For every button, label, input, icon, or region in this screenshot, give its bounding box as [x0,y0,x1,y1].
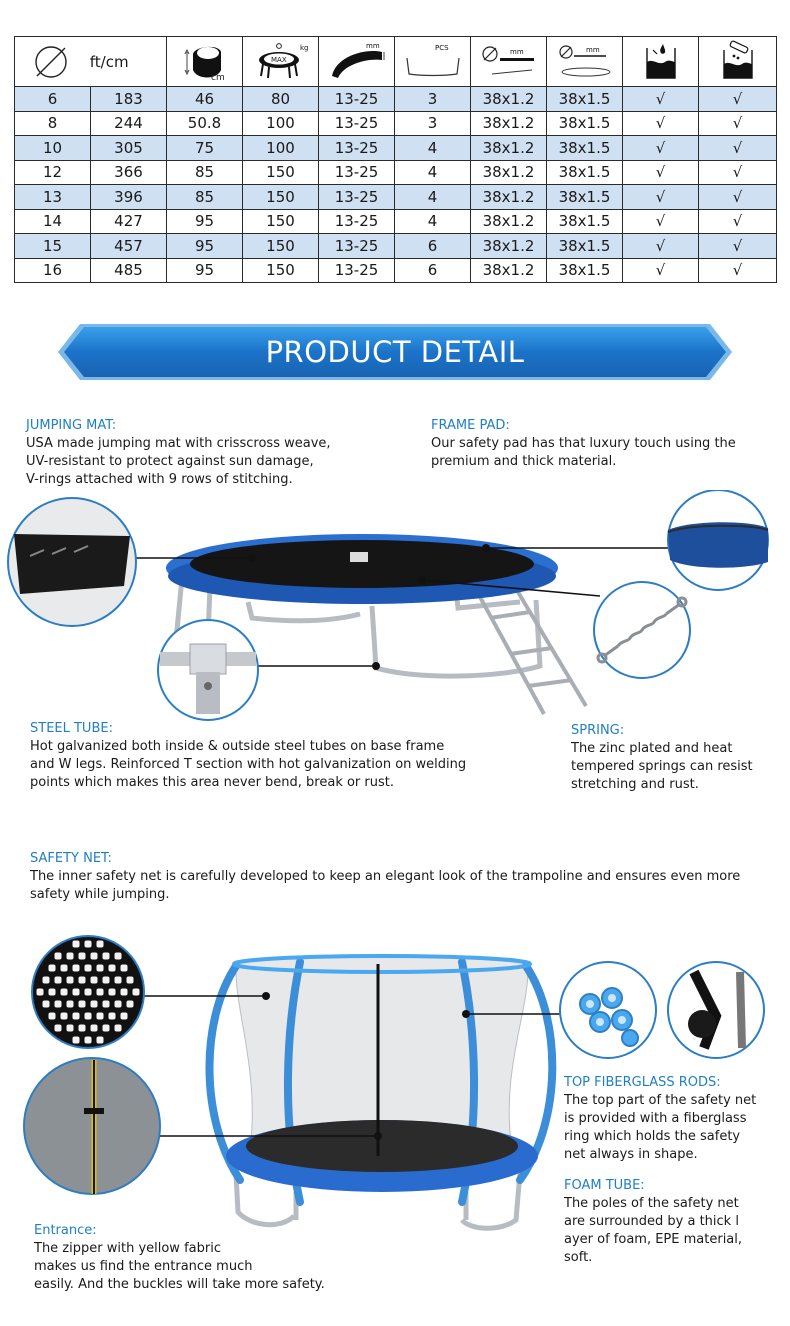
height-unit: cm [210,72,225,83]
banner-title: PRODUCT DETAIL [265,335,525,369]
top-rods-closeup [668,962,764,1058]
mesh-hole [67,977,74,984]
trampoline-detail-diagram [0,490,790,730]
frame-pad-block [431,417,781,471]
mesh-hole [55,1025,62,1032]
mat-logo [350,552,368,562]
spring-line: stretching and rust. [571,777,699,792]
max-load-icon [251,40,311,84]
spec-cell: √ [699,111,777,136]
frame-pad-title: FRAME PAD: [431,418,510,433]
spec-cell: 6 [15,87,91,112]
spec-row [15,234,777,259]
spec-row [15,87,777,112]
spec-cell: √ [699,136,777,161]
spec-cell: 38x1.5 [547,209,623,234]
steel-tube-closeup [158,620,258,720]
spec-cell: √ [699,209,777,234]
mesh-hole [61,1013,68,1020]
mesh-hole [49,1013,56,1020]
mesh-hole [61,965,68,972]
spec-cell: 38x1.2 [471,111,547,136]
frame-pad-line: premium and thick material. [431,454,617,469]
spec-cell: 13-25 [319,258,395,283]
leg-height-icon [181,40,229,84]
spec-cell: 95 [167,258,243,283]
top-rods-line: The top part of the safety net [564,1093,757,1108]
mesh-hole [79,977,86,984]
top-rods-line: is provided with a fiberglass [564,1111,747,1126]
spec-row [15,209,777,234]
top-rods-block [564,1074,786,1164]
uv-resistant-icon [716,40,760,84]
spec-cell: 38x1.2 [471,160,547,185]
jumping-mat-block [26,417,386,489]
entrance-line: makes us find the entrance much [34,1259,253,1274]
mesh-hole [55,953,62,960]
legs-icon [401,40,465,84]
spec-cell: 38x1.5 [547,185,623,210]
waterproof-icon [639,40,683,84]
spec-cell: 4 [395,136,471,161]
spec-cell: 150 [243,185,319,210]
frame-pad-closeup [668,490,768,590]
spec-cell: √ [699,185,777,210]
spec-row [15,136,777,161]
mesh-hole [43,1001,50,1008]
steel-tube-line: and W legs. Reinforced T section with hot galvanization on welding [30,757,467,772]
spec-cell: 85 [167,160,243,185]
spec-cell: 13-25 [319,234,395,259]
mesh-hole [121,1013,128,1020]
spec-cell: 485 [91,258,167,283]
mesh-hole [37,989,44,996]
jumping-mat-line: UV-resistant to protect against sun damage, [26,454,314,469]
max-label: MAX [270,55,287,64]
entrance-closeup [24,1058,160,1194]
spec-cell: 366 [91,160,167,185]
spec-cell: 3 [395,87,471,112]
spec-cell: 183 [91,87,167,112]
spec-cell: 38x1.5 [547,111,623,136]
spec-cell: 100 [243,136,319,161]
spec-cell: √ [699,258,777,283]
mesh-hole [73,941,80,948]
entrance-block [34,1222,394,1294]
spec-cell: 427 [91,209,167,234]
spec-header-row [15,37,777,87]
spec-cell: 150 [243,160,319,185]
mesh-hole [133,989,140,996]
spec-table [14,36,777,283]
size-header [15,37,167,87]
foam-tube-closeup [560,962,656,1058]
leg-tube-icon [554,40,616,84]
spec-cell: 12 [15,160,91,185]
spec-cell: 305 [91,136,167,161]
mesh-hole [115,1001,122,1008]
frame-pad-line: Our safety pad has that luxury touch using the [431,436,736,451]
spec-cell: 8 [15,111,91,136]
spec-cell: 95 [167,209,243,234]
spec-cell: 75 [167,136,243,161]
mesh-hole [85,941,92,948]
spec-cell: 457 [91,234,167,259]
mesh-hole [55,977,62,984]
foam-tube-line: soft. [564,1250,593,1265]
spring-block [571,722,786,794]
steel-tube-line: points which makes this area never bend, break or rust. [30,775,394,790]
net-mesh-closeup [32,936,144,1048]
ft-cm-label: ft/cm [89,52,129,71]
spring-closeup [594,582,690,678]
spec-cell: 50.8 [167,111,243,136]
spec-cell: √ [623,111,699,136]
mesh-hole [115,953,122,960]
foam-tube-block [564,1177,786,1267]
spec-cell: 38x1.5 [547,258,623,283]
steel-tube-block [30,720,510,792]
mesh-hole [121,989,128,996]
spec-cell: 4 [395,160,471,185]
spec-cell: 38x1.5 [547,234,623,259]
mesh-hole [103,977,110,984]
spec-cell: 4 [395,185,471,210]
spec-cell: √ [623,234,699,259]
spec-cell: √ [623,160,699,185]
mesh-hole [127,1001,134,1008]
safety-net-block [30,850,785,904]
spec-cell: 38x1.2 [471,87,547,112]
spec-cell: 150 [243,258,319,283]
spec-cell: 38x1.5 [547,136,623,161]
spec-cell: 13-25 [319,136,395,161]
spec-cell: 80 [243,87,319,112]
steel-tube-line: Hot galvanized both inside & outside steel tubes on base frame [30,739,445,754]
entrance-line: The zipper with yellow fabric [34,1241,221,1256]
spec-row [15,160,777,185]
pad-unit: mm [365,41,380,50]
spec-cell: 13-25 [319,209,395,234]
spec-cell: 16 [15,258,91,283]
spec-cell: 4 [395,209,471,234]
mesh-hole [121,965,128,972]
spec-cell: 100 [243,111,319,136]
diameter-circle-icon [29,42,73,82]
spec-cell: 85 [167,185,243,210]
uv-header [699,37,777,87]
mesh-hole [67,953,74,960]
safety-net-line: The inner safety net is carefully developed to keep an elegant look of the trampoline and ensures even more [30,869,741,884]
top-rods-line: ring which holds the safety [564,1129,741,1144]
mesh-hole [79,1001,86,1008]
mesh-hole [91,977,98,984]
jumping-mat-surface [246,1120,518,1172]
spec-table-body [15,87,777,283]
mesh-hole [109,1013,116,1020]
mesh-hole [67,1025,74,1032]
mesh-hole [73,1013,80,1020]
mesh-hole [55,1001,62,1008]
spec-row [15,111,777,136]
mesh-hole [61,989,68,996]
mesh-hole [109,965,116,972]
mesh-hole [73,1037,80,1044]
mesh-hole [97,989,104,996]
spring-line: The zinc plated and heat [571,741,733,756]
mesh-hole [49,989,56,996]
spec-cell: 13-25 [319,111,395,136]
mesh-hole [103,953,110,960]
mesh-hole [67,1001,74,1008]
spec-cell: 46 [167,87,243,112]
spec-cell: √ [699,87,777,112]
height-header [167,37,243,87]
spec-cell: 38x1.2 [471,136,547,161]
spec-cell: 13 [15,185,91,210]
spec-cell: 3 [395,111,471,136]
foam-tube-line: ayer of foam, EPE material, [564,1232,743,1247]
leg-tube-unit: mm [585,45,600,54]
pad-thickness-header [319,37,395,87]
spec-cell: √ [699,234,777,259]
spec-row [15,258,777,283]
top-rods-line: net always in shape. [564,1147,698,1162]
spec-cell: 38x1.5 [547,160,623,185]
jumping-mat-line: V-rings attached with 9 rows of stitching. [26,472,293,487]
frame-tube-header [471,37,547,87]
mesh-hole [85,1037,92,1044]
spec-cell: 38x1.2 [471,209,547,234]
mesh-hole [103,1025,110,1032]
kg-unit: kg [299,43,308,52]
mesh-hole [103,1001,110,1008]
waterproof-header [623,37,699,87]
mesh-hole [97,941,104,948]
spec-cell: 38x1.2 [471,234,547,259]
spec-cell: 244 [91,111,167,136]
spec-cell: 13-25 [319,87,395,112]
spec-cell: √ [623,258,699,283]
mesh-hole [85,965,92,972]
spec-cell: √ [623,185,699,210]
entrance-line: easily. And the buckles will take more safety. [34,1277,325,1292]
mesh-hole [79,1025,86,1032]
max-load-header [243,37,319,87]
mesh-hole [85,1013,92,1020]
foam-tube-line: are surrounded by a thick l [564,1214,739,1229]
mesh-hole [91,953,98,960]
spec-cell: 10 [15,136,91,161]
product-detail-banner [58,324,732,380]
pad-thickness-icon [326,40,388,84]
mesh-hole [79,953,86,960]
safety-net-line: safety while jumping. [30,887,170,902]
jumping-mat-closeup [8,498,136,626]
mesh-hole [49,965,56,972]
spec-cell: 38x1.5 [547,87,623,112]
mesh-hole [73,965,80,972]
spec-cell: 15 [15,234,91,259]
frame-tube-unit: mm [509,47,524,56]
spec-cell: 38x1.2 [471,185,547,210]
safety-net-title: SAFETY NET: [30,851,112,866]
mesh-hole [97,965,104,972]
leg-tube-header [547,37,623,87]
foam-tube-line: The poles of the safety net [564,1196,739,1211]
spring-title: SPRING: [571,723,625,738]
mesh-hole [115,1025,122,1032]
steel-tube-title: STEEL TUBE: [30,721,113,736]
frame-tube-icon [478,40,540,84]
mesh-hole [115,977,122,984]
spring-line: tempered springs can resist [571,759,753,774]
mesh-hole [127,977,134,984]
mesh-hole [43,977,50,984]
pcs-label: PCS [434,43,449,52]
spec-cell: 396 [91,185,167,210]
spec-cell: √ [623,87,699,112]
mesh-hole [109,989,116,996]
foam-tube-title: FOAM TUBE: [564,1178,645,1193]
mesh-hole [97,1013,104,1020]
ladder [474,582,586,714]
spec-cell: 13-25 [319,160,395,185]
spec-cell: 150 [243,234,319,259]
spec-cell: 6 [395,234,471,259]
spec-cell: 13-25 [319,185,395,210]
spec-cell: √ [623,136,699,161]
mesh-hole [73,989,80,996]
spec-cell: 14 [15,209,91,234]
mesh-hole [91,1001,98,1008]
spec-cell: √ [623,209,699,234]
top-rods-title: TOP FIBERGLASS RODS: [564,1075,721,1090]
mesh-hole [91,1025,98,1032]
spec-cell: 150 [243,209,319,234]
mesh-hole [85,989,92,996]
entrance-title: Entrance: [34,1223,97,1238]
legs-header [395,37,471,87]
spec-cell: √ [699,160,777,185]
spec-cell: 38x1.2 [471,258,547,283]
spec-row [15,185,777,210]
mesh-hole [97,1037,104,1044]
spec-cell: 6 [395,258,471,283]
jumping-mat-line: USA made jumping mat with crisscross weave, [26,436,331,451]
spec-cell: 95 [167,234,243,259]
jumping-mat-title: JUMPING MAT: [26,418,117,433]
